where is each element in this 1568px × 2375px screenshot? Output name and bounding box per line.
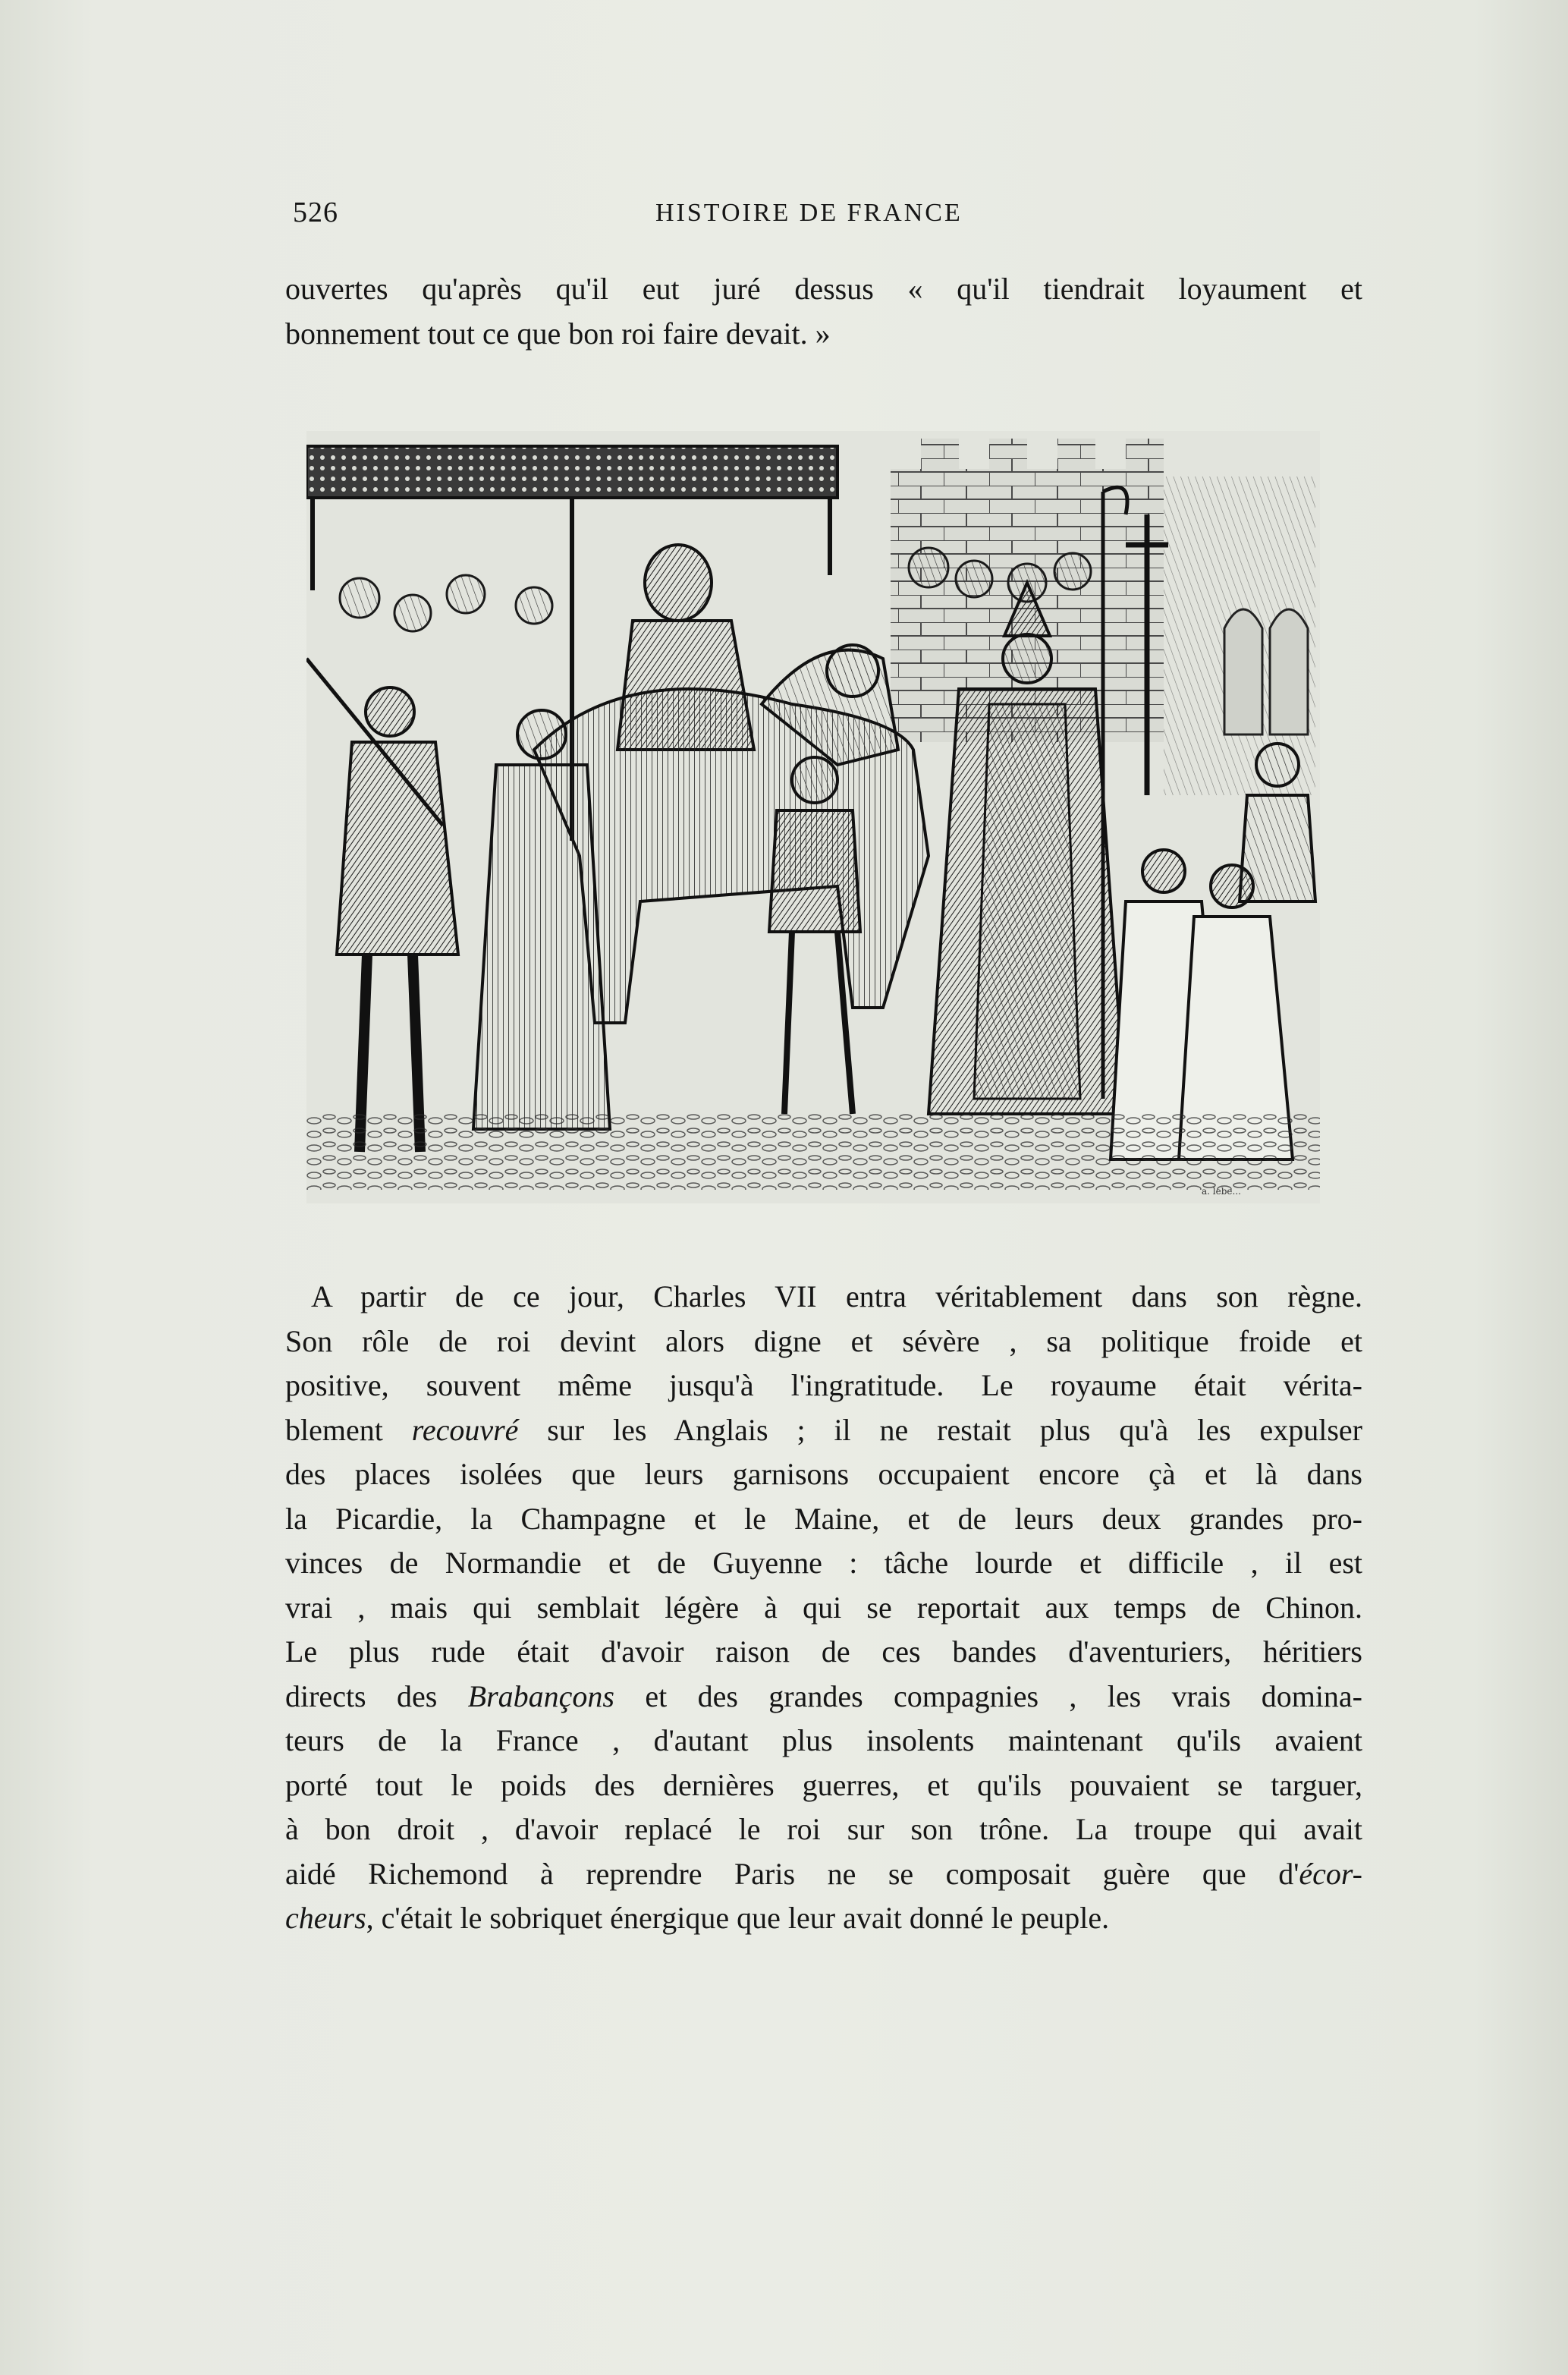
text-line: Le plus rude était d'avoir raison de ces bandes d'aventuriers, héritiers [285, 1634, 1362, 1669]
text-line: vrai , mais qui semblait légère à qui se reportait aux temps de Chinon. [285, 1590, 1362, 1625]
text-fragment: blement [285, 1412, 412, 1447]
text-line: Son rôle de roi devint alors digne et sévère , sa politique froide et [285, 1323, 1362, 1358]
text-fragment: , c'était le sobriquet énergique que leur avait donné le peuple. [366, 1901, 1110, 1935]
text-line: bonnement tout ce que bon roi faire devait. » [285, 316, 831, 351]
text-line: à bon droit , d'avoir replacé le roi sur son trône. La troupe qui avait [285, 1812, 1362, 1846]
text-line: positive, souvent même jusqu'à l'ingratitude. Le royaume était vérita- [285, 1368, 1362, 1402]
text-line [285, 1896, 1362, 1941]
running-header [287, 196, 1364, 234]
italic-term: recouvré [411, 1412, 519, 1447]
text-line: A partir de ce jour, Charles VII entra véritablement dans son règne. [311, 1279, 1362, 1313]
canopy [306, 446, 837, 498]
text-line [285, 1675, 1362, 1719]
opening-text [285, 267, 1362, 356]
main-paragraph [285, 1275, 1362, 1941]
text-line: porté tout le poids des dernières guerres, et qu'ils pouvaient se targuer, [285, 1767, 1362, 1802]
engraving-illustration [306, 431, 1320, 1203]
page-number: 526 [293, 197, 338, 228]
text-line: teurs de la France , d'autant plus insolents maintenant qu'ils avaient [285, 1723, 1362, 1757]
italic-term: écor- [1299, 1856, 1362, 1891]
italic-term: Brabançons [467, 1678, 614, 1713]
engraver-signature: a. lebe... [1202, 1186, 1241, 1197]
text-fragment: sur les Anglais ; il ne restait plus qu'à les expulser [518, 1412, 1362, 1447]
cobblestone-street [306, 1114, 1320, 1190]
text-line [285, 1408, 1362, 1453]
text-fragment: directs des [285, 1678, 468, 1713]
running-title: HISTOIRE DE FRANCE [655, 199, 963, 227]
text-line: ouvertes qu'après qu'il eut juré dessus « qu'il tiendrait loyaument et [285, 272, 1362, 306]
text-line: la Picardie, la Champagne et le Maine, et de leurs deux grandes pro- [285, 1501, 1362, 1536]
text-line [285, 1852, 1362, 1897]
text-fragment: aidé Richemond à reprendre Paris ne se composait guère que d' [285, 1856, 1299, 1891]
text-line: des places isolées que leurs garnisons occupaient encore çà et là dans [285, 1457, 1362, 1491]
engraving-royal-entry [306, 431, 1320, 1203]
italic-term: cheurs [285, 1901, 366, 1935]
text-fragment: et des grandes compagnies , les vrais domina- [614, 1678, 1362, 1713]
text-line: vinces de Normandie et de Guyenne : tâche lourde et difficile , il est [285, 1546, 1362, 1580]
